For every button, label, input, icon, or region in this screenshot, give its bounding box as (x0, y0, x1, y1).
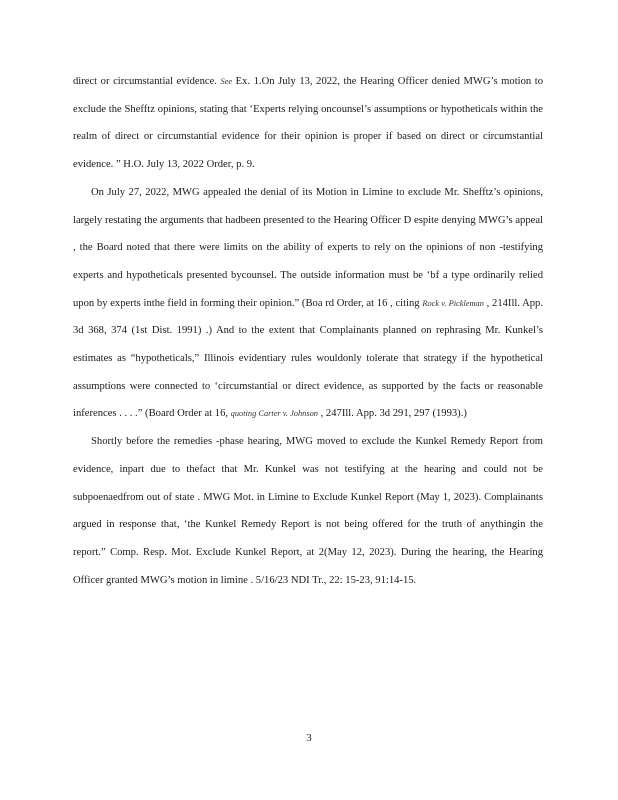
paragraph-text: , 214Ill. App. 3d 368, 374 (1st Dist. 1991) .) And to the extent that Complainants planned on rephrasing Mr. Kunkel’s estimates as “hypotheticals,” Illinois evidentiary rules wouldonly tolerate that strategy if the hypothetical assumptions were connected to ‘circumstantial or direct evidence, as supported by the facts or reasonable inferences . . . .” (Board Order at 16, (73, 297, 544, 420)
paragraph-text: Shortly before the remedies -phase hearing, MWG moved to exclude the Kunkel Remedy Report from evidence, inpart due to thefact that Mr. Kunkel was not testifying at the hearing and could not be subpoenaedfrom out of state . MWG Mot. in Limine to Exclude Kunkel Report (May 1, 2023). Complainants argued in response that, ‘the Kunkel Remedy Report is not being offered for the truth of anythingin the report.” Comp. Resp. Mot. Exclude Kunkel Report, at 2(May 12, 2023). During the hearing, the Hearing Officer granted MWG’s motion in limine . 5/16/23 NDI Tr., 22: 15-23, 91:14-15. (73, 436, 543, 586)
paragraph-text: Ex. 1.On July 13, 2022, the Hearing Officer denied MWG’s motion to exclude the Shefftz opinions, stating that ‘Experts relying oncounsel’s assumptions or hypotheticals within the realm of direct or circumstantial evidence for their opinion is proper if based on direct or circumstantial evidence. ” H.O. July 13, 2022 Order, p. 9. (73, 76, 543, 171)
paragraph-3 (73, 428, 543, 594)
paragraph-text: direct or circumstantial evidence. (73, 76, 221, 87)
body-text (73, 68, 543, 594)
citation-italic: Rock v. Pickleman (422, 298, 484, 308)
paragraph-1 (73, 68, 543, 179)
citation-italic: See (220, 77, 233, 86)
page-number: 3 (306, 733, 312, 744)
paragraph-2 (73, 179, 543, 428)
paragraph-text: On July 27, 2022, MWG appealed the denial of its Motion in Limine to exclude Mr. Shefftz’s opinions, largely restating the arguments that hadbeen presented to the Hearing Officer D espite denying MWG’s appeal , the Board noted that there were limits on the ability of experts to rely on the opinions of non -testifying experts and hypotheticals presented bycounsel. The outside information must be ‘bf a type ordinarily relied upon by experts inthe field in forming their opinion.” (Boa rd Order, at 16 , citing (73, 186, 543, 309)
citation-italic: quoting Carter v. Johnson (230, 409, 318, 419)
paragraph-text: , 247Ill. App. 3d 291, 297 (1993).) (317, 408, 467, 420)
